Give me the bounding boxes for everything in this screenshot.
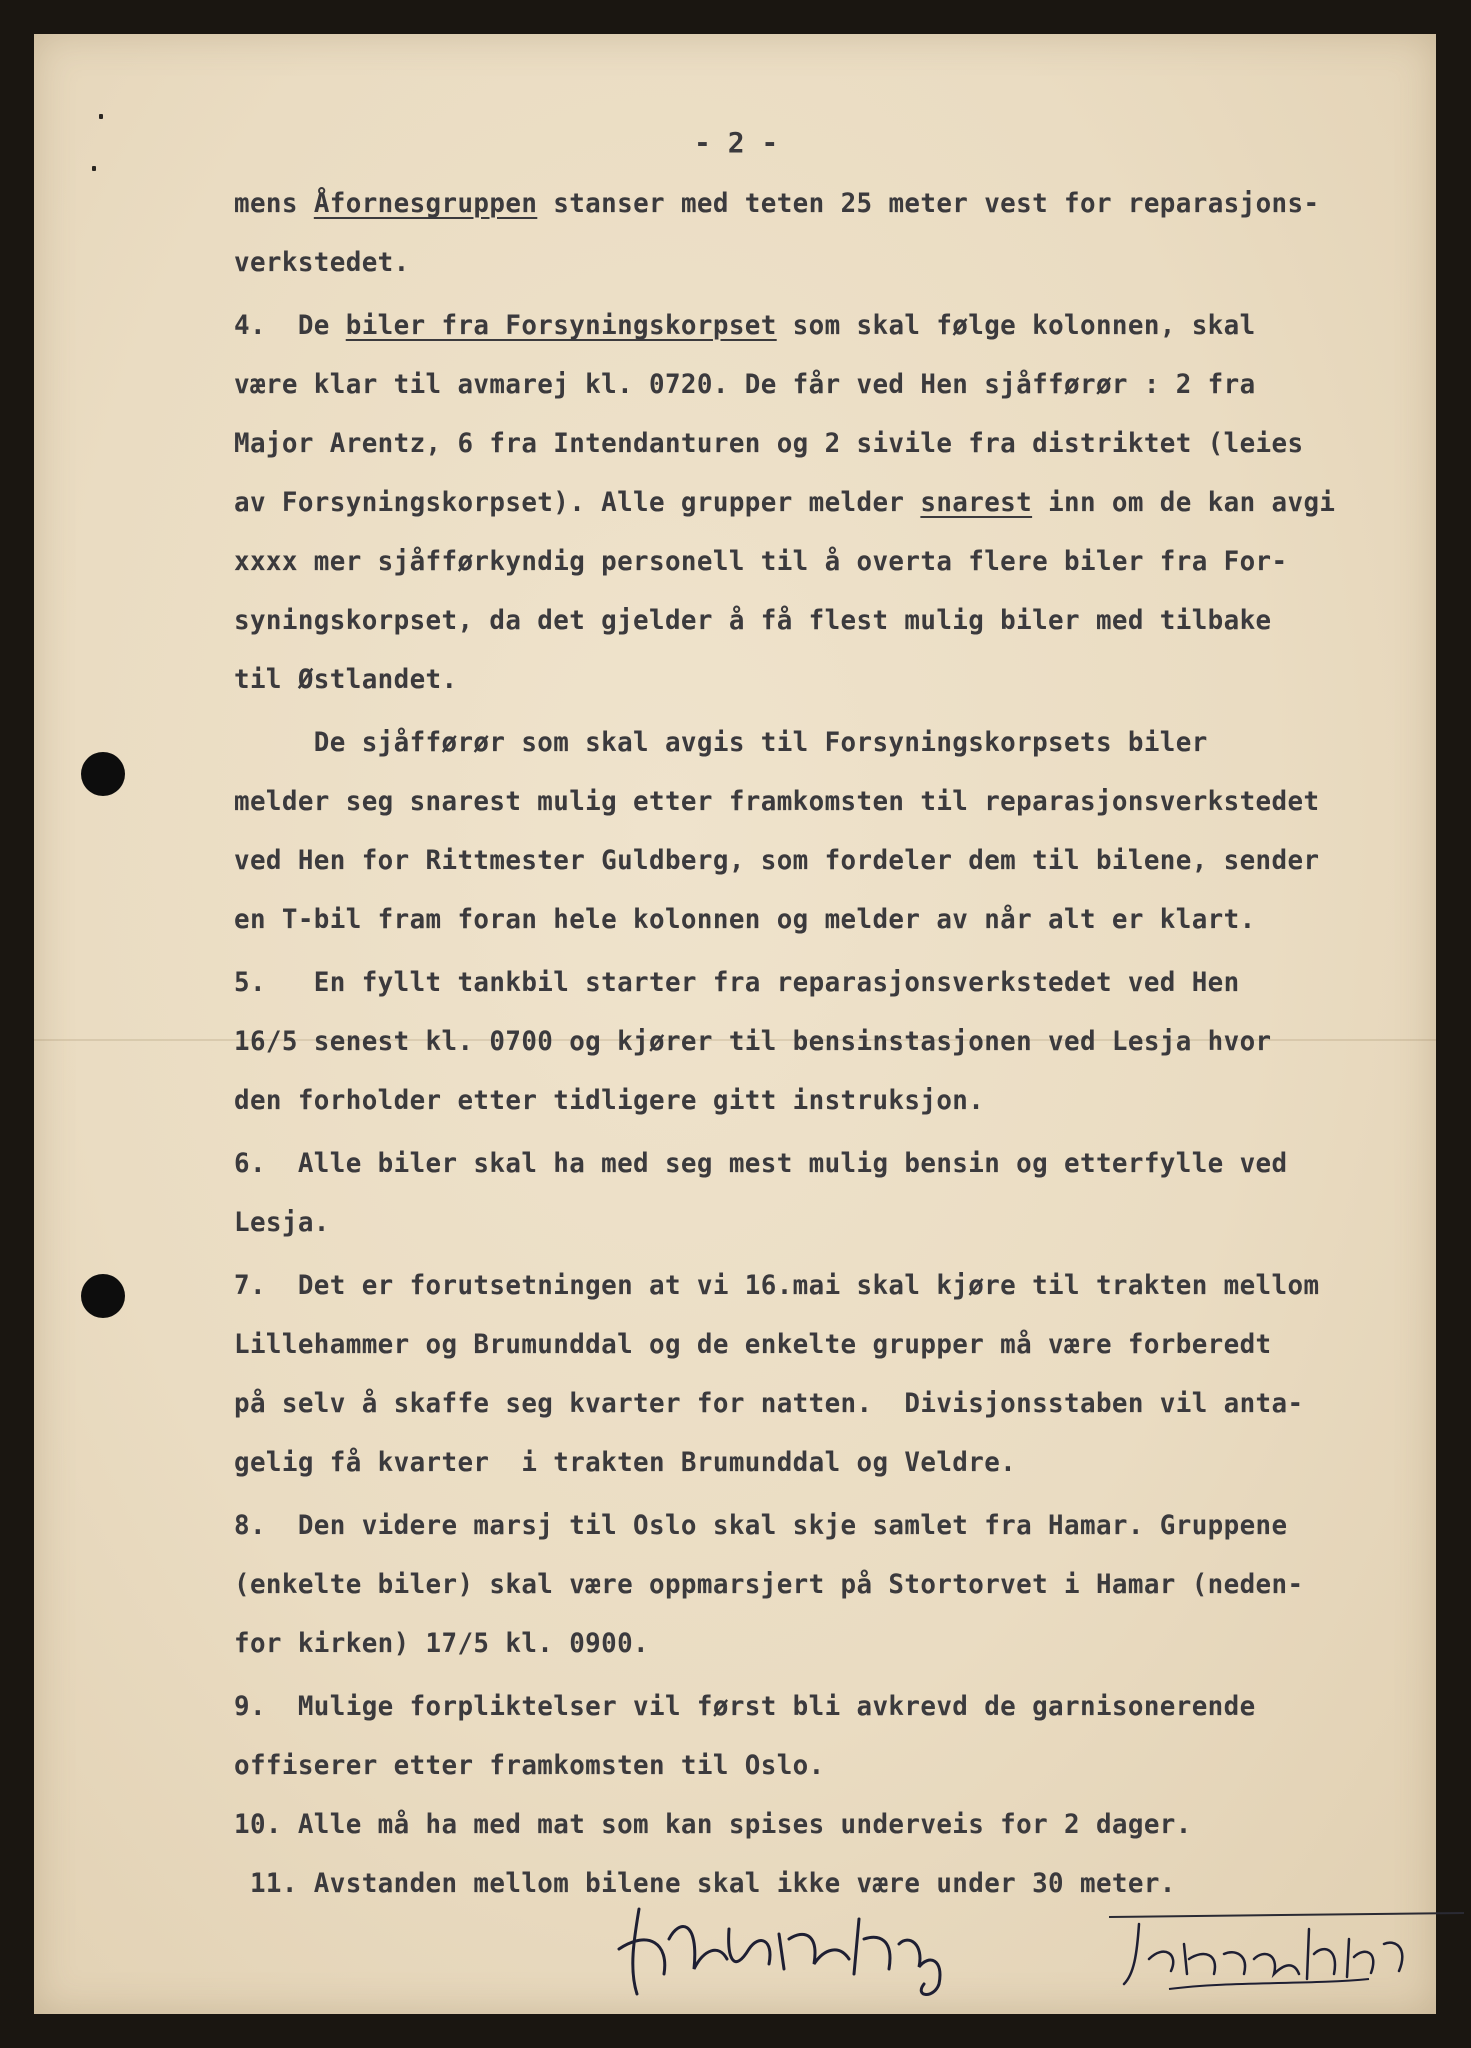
punch-hole-bottom	[81, 1274, 125, 1318]
text-segment: være klar til avmarej kl. 0720. De får ved Hen sjåfførør : 2 fra	[234, 369, 1256, 400]
text-segment: xxxx mer sjåfførkyndig personell til å overta flere biler fra For-	[234, 546, 1288, 577]
text-line	[234, 1795, 1434, 1854]
signature-right	[1109, 1899, 1469, 2009]
text-line	[234, 233, 1434, 292]
text-segment: stanser med teten 25 meter vest for reparasjons-	[537, 188, 1320, 219]
text-segment: 16/5 senest kl. 0700 og kjører til bensinstasjonen ved Lesja hvor	[234, 1026, 1272, 1057]
text-line	[234, 831, 1434, 890]
document-page	[34, 34, 1436, 2014]
text-line	[234, 953, 1434, 1012]
text-line	[234, 713, 1434, 772]
text-segment: 7. Det er forutsetningen at vi 16.mai skal kjøre til trakten mellom	[234, 1270, 1320, 1301]
text-line	[234, 355, 1434, 414]
text-line	[234, 650, 1434, 709]
body-text	[234, 174, 1464, 1913]
text-line	[234, 890, 1434, 949]
text-segment: gelig få kvarter i trakten Brumunddal og Veldre.	[234, 1447, 1017, 1478]
text-segment: 5. En fyllt tankbil starter fra reparasjonsverkstedet ved Hen	[234, 967, 1240, 998]
text-segment: en T-bil fram foran hele kolonnen og melder av når alt er klart.	[234, 904, 1256, 935]
text-line	[234, 1071, 1434, 1130]
text-line	[234, 1496, 1434, 1555]
punch-hole-top	[81, 752, 125, 796]
text-line	[234, 772, 1434, 831]
text-line	[234, 1677, 1434, 1736]
text-segment: den forholder etter tidligere gitt instruksjon.	[234, 1085, 985, 1116]
page-number: - 2 -	[694, 126, 779, 159]
text-segment: (enkelte biler) skal være oppmarsjert på Stortorvet i Hamar (neden-	[234, 1569, 1304, 1600]
text-segment: 6. Alle biler skal ha med seg mest mulig bensin og etterfylle ved	[234, 1148, 1288, 1179]
text-segment: til Østlandet.	[234, 664, 458, 695]
text-line	[234, 296, 1434, 355]
text-segment: syningskorpset, da det gjelder å få flest mulig biler med tilbake	[234, 605, 1272, 636]
text-segment: 9. Mulige forpliktelser vil først bli avkrevd de garnisonerende	[234, 1691, 1256, 1722]
text-line	[234, 414, 1434, 473]
text-segment: 10. Alle må ha med mat som kan spises underveis for 2 dager.	[234, 1809, 1192, 1840]
text-segment: mens	[234, 188, 314, 219]
text-line	[234, 1555, 1434, 1614]
underlined-text: Åfornesgruppen	[313, 188, 538, 219]
text-segment: på selv å skaffe seg kvarter for natten. Divisjonsstaben vil anta-	[234, 1388, 1304, 1419]
text-line	[234, 1433, 1434, 1492]
text-segment: Lillehammer og Brumunddal og de enkelte grupper må være forberedt	[234, 1329, 1272, 1360]
text-segment: De sjåfførør som skal avgis til Forsyningskorpsets biler	[234, 727, 1208, 758]
ink-speck	[99, 114, 103, 119]
text-segment: verkstedet.	[234, 247, 410, 278]
text-segment: offiserer etter framkomsten til Oslo.	[234, 1750, 825, 1781]
text-line	[234, 1256, 1434, 1315]
text-segment: av Forsyningskorpset). Alle grupper melder	[234, 487, 921, 518]
text-segment: Major Arentz, 6 fra Intendanturen og 2 sivile fra distriktet (leies	[234, 428, 1304, 459]
text-line	[234, 532, 1434, 591]
text-line	[234, 473, 1434, 532]
text-segment: Lesja.	[234, 1207, 330, 1238]
text-line	[234, 1374, 1434, 1433]
text-line	[234, 1012, 1434, 1071]
signature-left	[609, 1889, 1029, 2009]
text-line	[234, 1193, 1434, 1252]
text-line	[234, 1736, 1434, 1795]
text-segment: for kirken) 17/5 kl. 0900.	[234, 1628, 650, 1659]
text-segment: 8. Den videre marsj til Oslo skal skje samlet fra Hamar. Gruppene	[234, 1510, 1288, 1541]
text-line	[234, 591, 1434, 650]
text-line	[234, 1614, 1434, 1673]
text-segment: 4. De	[234, 310, 346, 341]
underlined-text: biler fra Forsyningskorpset	[345, 310, 777, 341]
text-segment: som skal følge kolonnen, skal	[776, 310, 1256, 341]
text-segment: inn om de kan avgi	[1032, 487, 1336, 518]
text-line	[234, 174, 1434, 233]
ink-speck	[92, 166, 96, 171]
text-segment: 11. Avstanden mellom bilene skal ikke være under 30 meter.	[234, 1868, 1176, 1899]
underlined-text: snarest	[920, 487, 1033, 518]
text-segment: melder seg snarest mulig etter framkomsten til reparasjonsverkstedet	[234, 786, 1320, 817]
text-line	[234, 1134, 1434, 1193]
text-line	[234, 1315, 1434, 1374]
text-segment: ved Hen for Rittmester Guldberg, som fordeler dem til bilene, sender	[234, 845, 1320, 876]
